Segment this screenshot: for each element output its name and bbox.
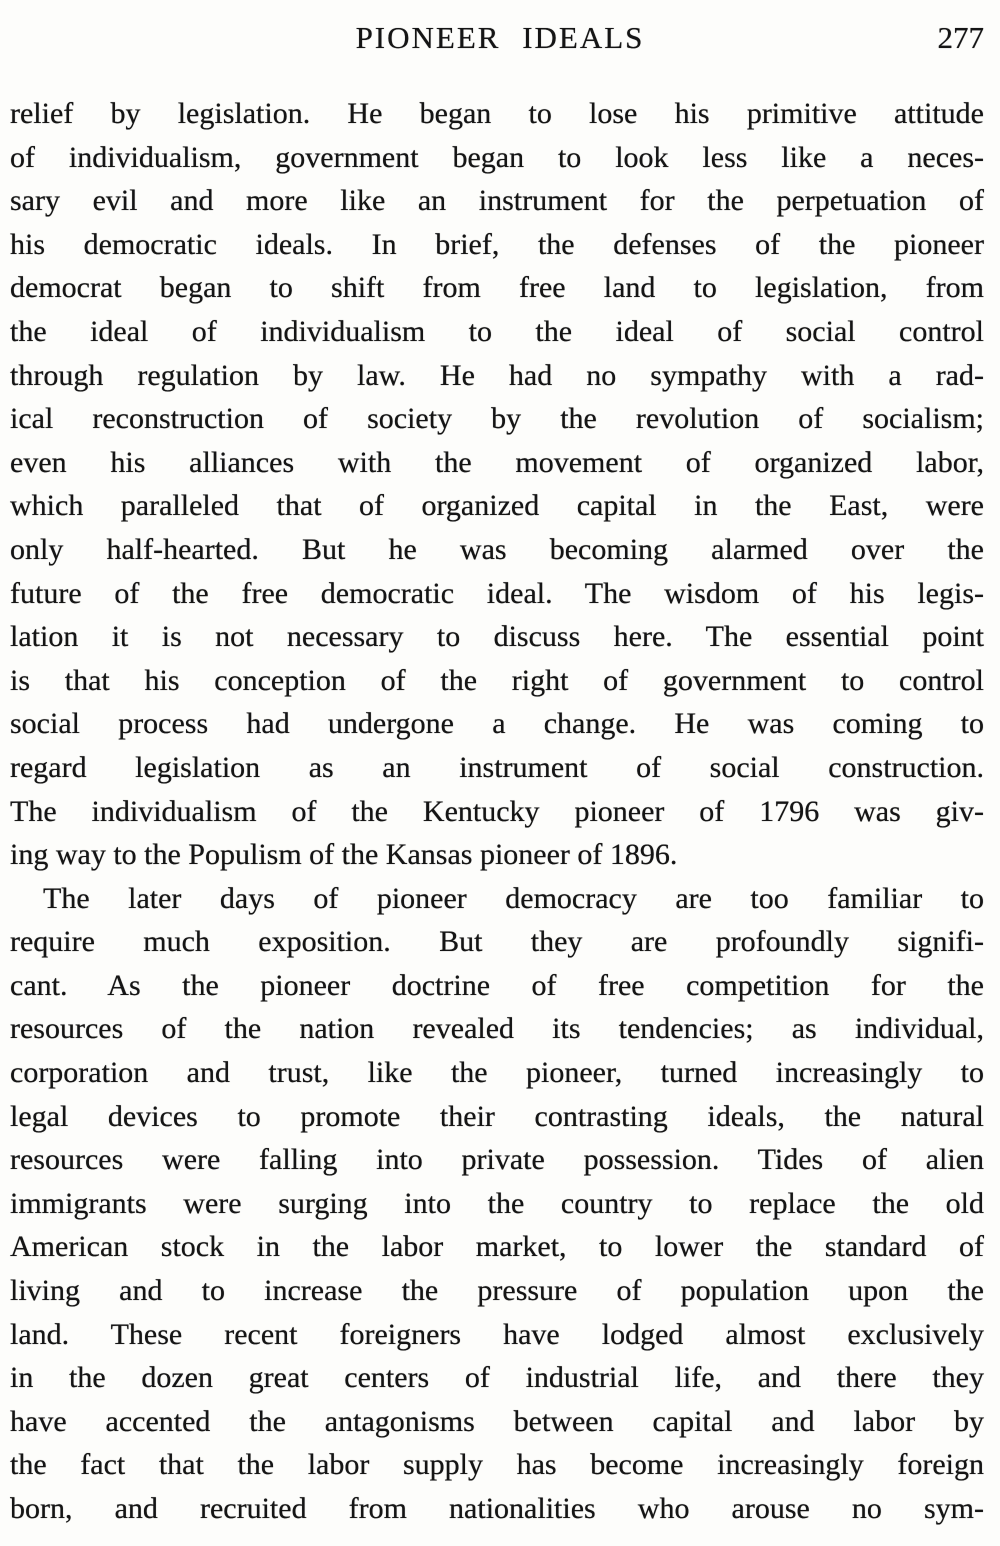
text-line: social process had undergone a change. He was coming to — [10, 707, 984, 741]
text-line: of individualism, government began to look less like a neces- — [10, 140, 984, 174]
text-line: his democratic ideals. In brief, the defenses of the pioneer — [10, 227, 984, 261]
text-line: legal devices to promote their contrasting ideals, the natural — [10, 1099, 984, 1133]
page-header — [0, 18, 1000, 62]
text-line: only half-hearted. But he was becoming alarmed over the — [10, 532, 984, 566]
text-line: The individualism of the Kentucky pioneer of 1796 was giv- — [10, 794, 984, 828]
text-line: future of the free democratic ideal. The wisdom of his legis- — [10, 576, 984, 610]
page-body — [10, 92, 984, 1531]
text-line: lation it is not necessary to discuss here. The essential point — [10, 620, 984, 654]
text-line: American stock in the labor market, to lower the standard of — [10, 1230, 984, 1264]
text-line: which paralleled that of organized capital in the East, were — [10, 489, 984, 523]
text-line: corporation and trust, like the pioneer, turned increasingly to — [10, 1056, 984, 1090]
text-line: resources were falling into private possession. Tides of alien — [10, 1143, 984, 1177]
text-line: the fact that the labor supply has become increasingly foreign — [10, 1448, 984, 1482]
text-line: land. These recent foreigners have lodged almost exclusively — [10, 1317, 984, 1351]
text-line: ical reconstruction of society by the revolution of socialism; — [10, 402, 984, 436]
text-line: born, and recruited from nationalities who arouse no sym- — [10, 1492, 984, 1525]
text-line: sary evil and more like an instrument for the perpetuation of — [10, 184, 984, 218]
text-line: resources of the nation revealed its tendencies; as individual, — [10, 1012, 984, 1046]
paragraph-continuation — [10, 92, 984, 877]
text-line: is that his conception of the right of government to control — [10, 663, 984, 697]
text-line: even his alliances with the movement of organized labor, — [10, 445, 984, 479]
text-line: living and to increase the pressure of population upon the — [10, 1274, 984, 1308]
text-line: have accented the antagonisms between capital and labor by — [10, 1404, 984, 1438]
text-line: the ideal of individualism to the ideal of social control — [10, 314, 984, 348]
text-line: The later days of pioneer democracy are too familiar to — [43, 881, 984, 915]
page-number: 277 — [937, 20, 984, 55]
text-line: require much exposition. But they are profoundly signifi- — [10, 925, 984, 959]
text-line: in the dozen great centers of industrial life, and there they — [10, 1361, 984, 1395]
text-line: ing way to the Populism of the Kansas pioneer of 1896. — [10, 838, 678, 872]
paragraph-later-days — [10, 877, 984, 1531]
text-line: through regulation by law. He had no sympathy with a rad- — [10, 358, 984, 392]
text-line: cant. As the pioneer doctrine of free competition for the — [10, 968, 984, 1002]
text-line: democrat began to shift from free land to legislation, from — [10, 271, 984, 305]
text-line: regard legislation as an instrument of social construction. — [10, 750, 984, 784]
text-line: immigrants were surging into the country to replace the old — [10, 1186, 984, 1220]
text-line: relief by legislation. He began to lose his primitive attitude — [10, 97, 984, 130]
running-head-title: PIONEER IDEALS — [355, 20, 645, 55]
